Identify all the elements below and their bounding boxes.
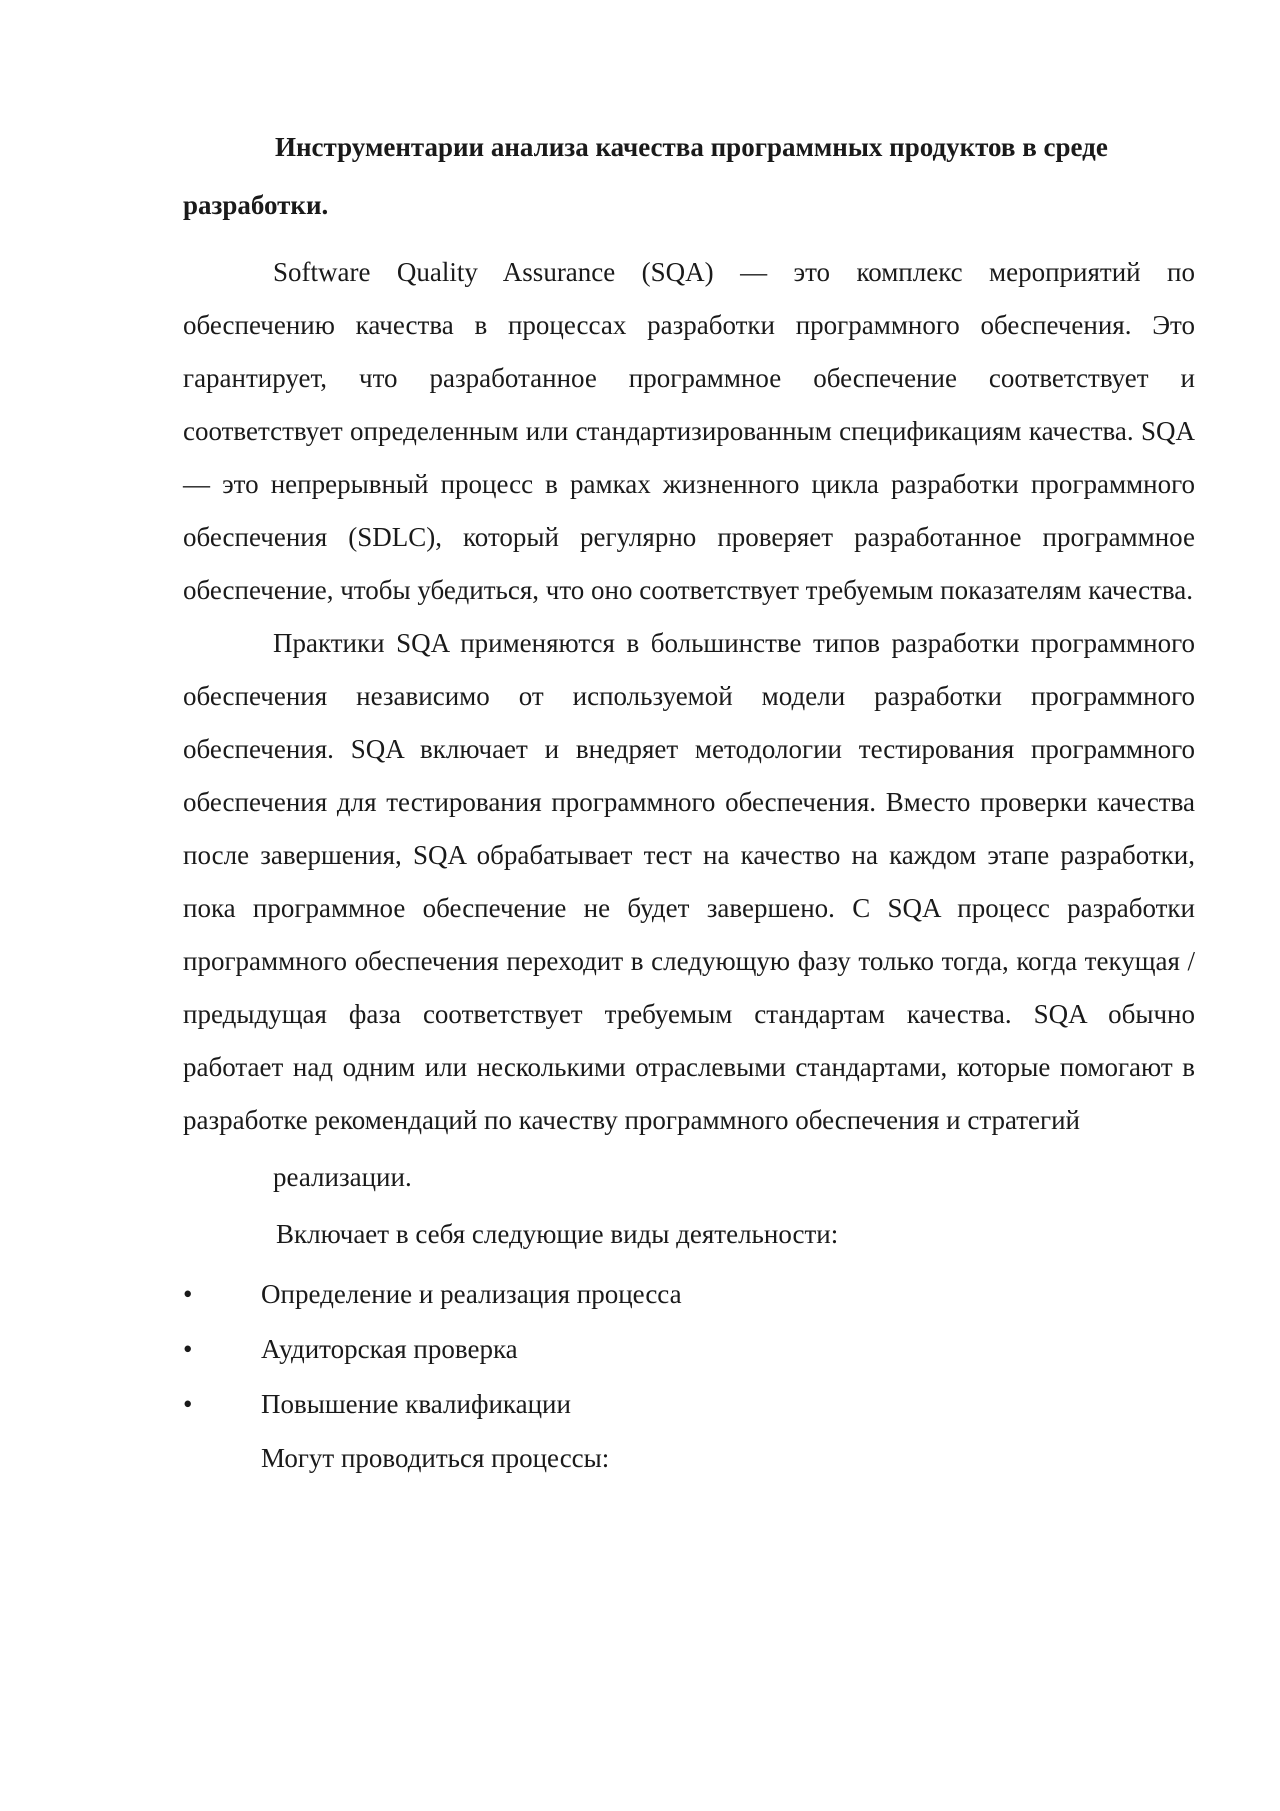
activities-list [183,1267,1195,1432]
document-title: Инструментарии анализа качества программных продуктов в среде разработки. [183,132,1108,220]
list-item [183,1377,1195,1432]
list-item-text: Аудиторская проверка [261,1334,518,1364]
closing-line: Могут проводиться процессы: [261,1443,610,1473]
list-item-text: Определение и реализация процесса [261,1279,682,1309]
paragraph-continuation: реализации. [273,1162,412,1192]
document-page [183,118,1195,1485]
bullet-icon: • [183,1279,193,1309]
list-item-text: Повышение квалификации [261,1389,571,1419]
paragraph-sqa-definition: Software Quality Assurance (SQA) — это комплекс мероприятий по обеспечению качества в процессах разработки программного обеспечения. Это гарантирует, что разработанное программное обеспечение соответствует и соответствует определенным или стандартизированным спецификациям качества. SQA — это непрерывный процесс в рамках жизненного цикла разработки программного обеспечения (SDLC), который регулярно проверяет разработанное программное обеспечение, чтобы убедиться, что оно соответствует требуемым показателям качества. [183,257,1195,605]
list-intro: Включает в себя следующие виды деятельности: [276,1219,839,1249]
list-item [183,1267,1195,1322]
bullet-icon: • [183,1389,193,1419]
bullet-icon: • [183,1334,193,1364]
paragraph-sqa-practices: Практики SQA применяются в большинстве типов разработки программного обеспечения независимо от используемой модели разработки программного обеспечения. SQA включает и внедряет методологии тестирования программного обеспечения для тестирования программного обеспечения. Вместо проверки качества после завершения, SQA обрабатывает тест на качество на каждом этапе разработки, пока программное обеспечение не будет завершено. С SQA процесс разработки программного обеспечения переходит в следующую фазу только тогда, когда текущая / предыдущая фаза соответствует требуемым стандартам качества. SQA обычно работает над одним или несколькими отраслевыми стандартами, которые помогают в разработке рекомендаций по качеству программного обеспечения и стратегий [183,628,1195,1135]
list-item [183,1322,1195,1377]
